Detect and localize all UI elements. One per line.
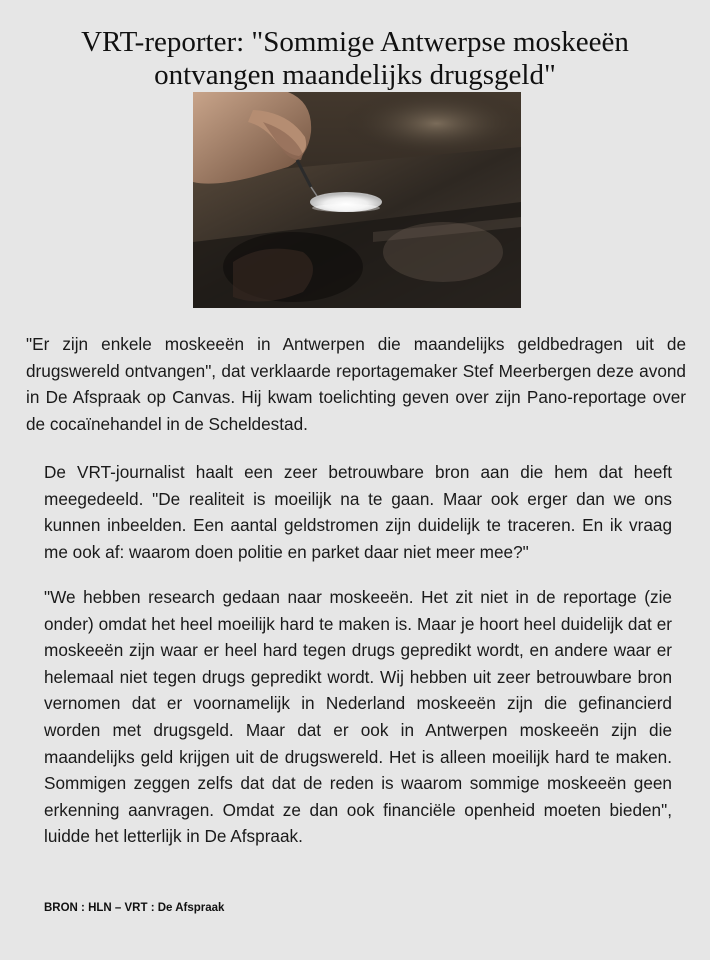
article-paragraph-2: De VRT-journalist haalt een zeer betrouwbare bron aan die hem dat heeft meegedeeld. "De realiteit is moeilijk na te gaan. Maar ook erger dan we ons kunnen inbeelden. Een aantal geldstromen zijn duidelijk te traceren. En ik vraag me ook af: waarom doen politie en parket daar niet meer mee?" <box>44 462 672 562</box>
article-photo <box>193 92 521 308</box>
article-title <box>0 26 710 92</box>
article-title-line-1: VRT-reporter: "Sommige Antwerpse moskeeën <box>81 26 629 58</box>
article-paragraph-1: "Er zijn enkele moskeeën in Antwerpen die maandelijks geldbedragen uit de drugswereld ontvangen", dat verklaarde reportagemaker Stef Meerbergen deze avond in De Afspraak op Canvas. Hij kwam toelichting geven over zijn Pano-reportage over de cocaïnehandel in de Scheldestad. <box>26 334 686 434</box>
article-paragraph-3: "We hebben research gedaan naar moskeeën. Het zit niet in de reportage (zie onder) omdat het heel moeilijk hard te maken is. Maar je hoort heel duidelijk dat er moskeeën zijn waar er heel hard tegen drugs gepredikt wordt, en andere waar er helemaal niet tegen drugs gepredikt wordt. Wij hebben uit zeer betrouwbare bron vernomen dat er voornamelijk in Nederland moskeeën zijn die gefinancierd worden met drugsgeld. Maar dat er ook in Antwerpen moskeeën zijn die maandelijks geld krijgen uit de drugswereld. Het is alleen moeilijk hard te maken. Sommigen zeggen zelfs dat dat de reden is waarom sommige moskeeën geen erkenning aanvragen. Omdat ze dan ook financiële openheid moeten bieden", luidde het letterlijk in De Afspraak. <box>44 587 672 847</box>
article-title-line-2: ontvangen maandelijks drugsgeld" <box>154 59 556 91</box>
cocaine-photo-illustration <box>193 92 521 308</box>
source-credit: BRON : HLN – VRT : De Afspraak <box>44 902 225 914</box>
